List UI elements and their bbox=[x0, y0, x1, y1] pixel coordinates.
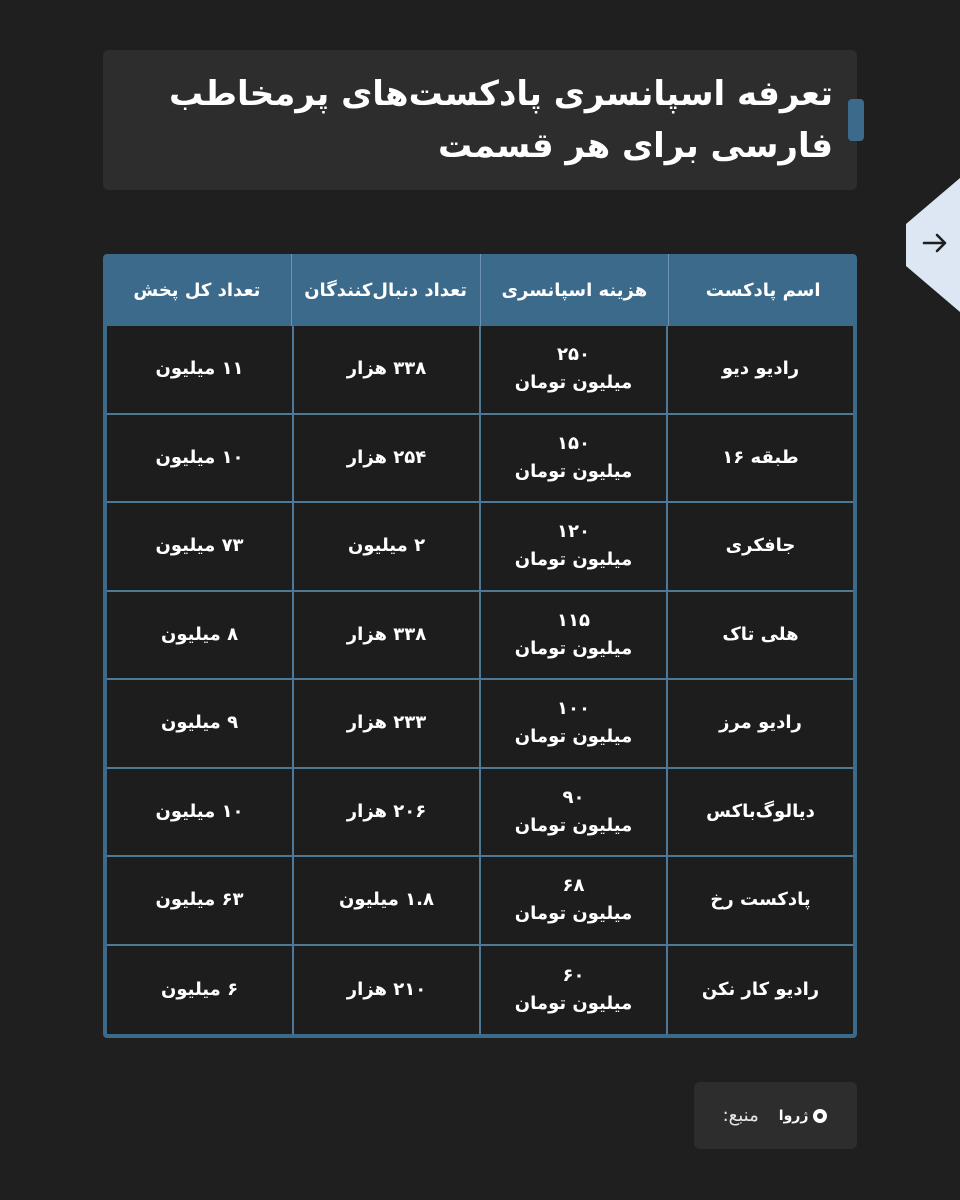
cell-total-plays: ۱۰ میلیون bbox=[155, 446, 244, 468]
cell-podcast-name: طبقه ۱۶ bbox=[666, 415, 853, 502]
cell-followers: ۲۳۳ هزار bbox=[292, 680, 479, 767]
table-header bbox=[103, 254, 857, 326]
title-card bbox=[103, 50, 857, 190]
cost-amount: ۱۰۰ bbox=[557, 698, 590, 720]
cell-podcast-name: رادیو مرز bbox=[666, 680, 853, 767]
table-row bbox=[107, 326, 853, 415]
table-row bbox=[107, 415, 853, 504]
table-row bbox=[107, 946, 853, 1035]
cell-total-plays: ۶ میلیون bbox=[160, 978, 239, 1000]
cell-podcast-name: پادکست رخ bbox=[666, 857, 853, 944]
cell-sponsor-cost bbox=[479, 415, 666, 502]
cost-unit: میلیون تومان bbox=[514, 726, 633, 748]
cell-followers: ۲۱۰ هزار bbox=[292, 946, 479, 1035]
table-row bbox=[107, 857, 853, 946]
cost-amount: ۱۲۰ bbox=[557, 521, 590, 543]
cell-podcast-name: هلی تاک bbox=[666, 592, 853, 679]
cell-podcast-name: جافکری bbox=[666, 503, 853, 590]
cell-sponsor-cost bbox=[479, 680, 666, 767]
table-row bbox=[107, 680, 853, 769]
cell-sponsor-cost bbox=[479, 857, 666, 944]
brand-name: ژروا bbox=[778, 1107, 809, 1124]
cell-followers: ۲۵۴ هزار bbox=[292, 415, 479, 502]
header-sponsor-cost: هزینه اسپانسری bbox=[480, 254, 669, 326]
cell-sponsor-cost bbox=[479, 503, 666, 590]
cost-amount: ۶۸ bbox=[562, 875, 585, 897]
cell-total-plays: ۱۰ میلیون bbox=[155, 800, 244, 822]
page-title bbox=[133, 68, 833, 172]
cell-followers: ۱.۸ میلیون bbox=[292, 857, 479, 944]
cell-total-plays: ۶۳ میلیون bbox=[155, 889, 244, 911]
cell-followers: ۲۰۶ هزار bbox=[292, 769, 479, 856]
table-row bbox=[107, 503, 853, 592]
cell-sponsor-cost bbox=[479, 326, 666, 413]
cost-unit: میلیون تومان bbox=[514, 992, 633, 1014]
header-podcast-name: اسم پادکست bbox=[668, 254, 857, 326]
cost-amount: ۱۱۵ bbox=[557, 609, 590, 631]
cost-amount: ۶۰ bbox=[562, 964, 585, 986]
source-card bbox=[694, 1082, 857, 1149]
cell-total-plays: ۱۱ میلیون bbox=[155, 358, 244, 380]
cell-followers: ۳۳۸ هزار bbox=[292, 592, 479, 679]
cell-podcast-name: دیالوگ‌باکس bbox=[666, 769, 853, 856]
cell-total-plays: ۸ میلیون bbox=[160, 623, 239, 645]
header-total-plays: تعداد کل پخش bbox=[133, 279, 261, 301]
arrow-right-icon[interactable] bbox=[918, 226, 952, 260]
cell-followers: ۲ میلیون bbox=[292, 503, 479, 590]
cell-podcast-name: رادیو کار نکن bbox=[666, 946, 853, 1035]
source-label: منبع: bbox=[722, 1105, 759, 1126]
cell-sponsor-cost bbox=[479, 769, 666, 856]
cost-unit: میلیون تومان bbox=[514, 814, 633, 836]
table-row bbox=[107, 592, 853, 681]
sponsorship-table bbox=[103, 254, 857, 1038]
table-row bbox=[107, 769, 853, 858]
cost-unit: میلیون تومان bbox=[514, 549, 633, 571]
header-followers: تعداد دنبال‌کنندگان bbox=[291, 254, 480, 326]
cost-amount: ۱۵۰ bbox=[557, 432, 590, 454]
cell-podcast-name: رادیو دیو bbox=[666, 326, 853, 413]
cell-total-plays: ۷۳ میلیون bbox=[155, 535, 244, 557]
table-body bbox=[107, 326, 853, 1034]
title-accent-bar bbox=[848, 99, 864, 141]
cost-amount: ۲۵۰ bbox=[557, 344, 590, 366]
title-line-2: فارسی برای هر قسمت bbox=[437, 126, 833, 166]
brand-logo-icon bbox=[812, 1108, 828, 1124]
source-brand bbox=[779, 1108, 829, 1124]
cost-unit: میلیون تومان bbox=[514, 372, 633, 394]
cost-unit: میلیون تومان bbox=[514, 460, 633, 482]
cost-unit: میلیون تومان bbox=[514, 903, 633, 925]
cell-followers: ۳۳۸ هزار bbox=[292, 326, 479, 413]
cost-unit: میلیون تومان bbox=[514, 637, 633, 659]
cost-amount: ۹۰ bbox=[562, 786, 585, 808]
cell-total-plays: ۹ میلیون bbox=[160, 712, 239, 734]
title-line-1: تعرفه اسپانسری پادکست‌های پرمخاطب bbox=[168, 74, 833, 114]
cell-sponsor-cost bbox=[479, 946, 666, 1035]
cell-sponsor-cost bbox=[479, 592, 666, 679]
